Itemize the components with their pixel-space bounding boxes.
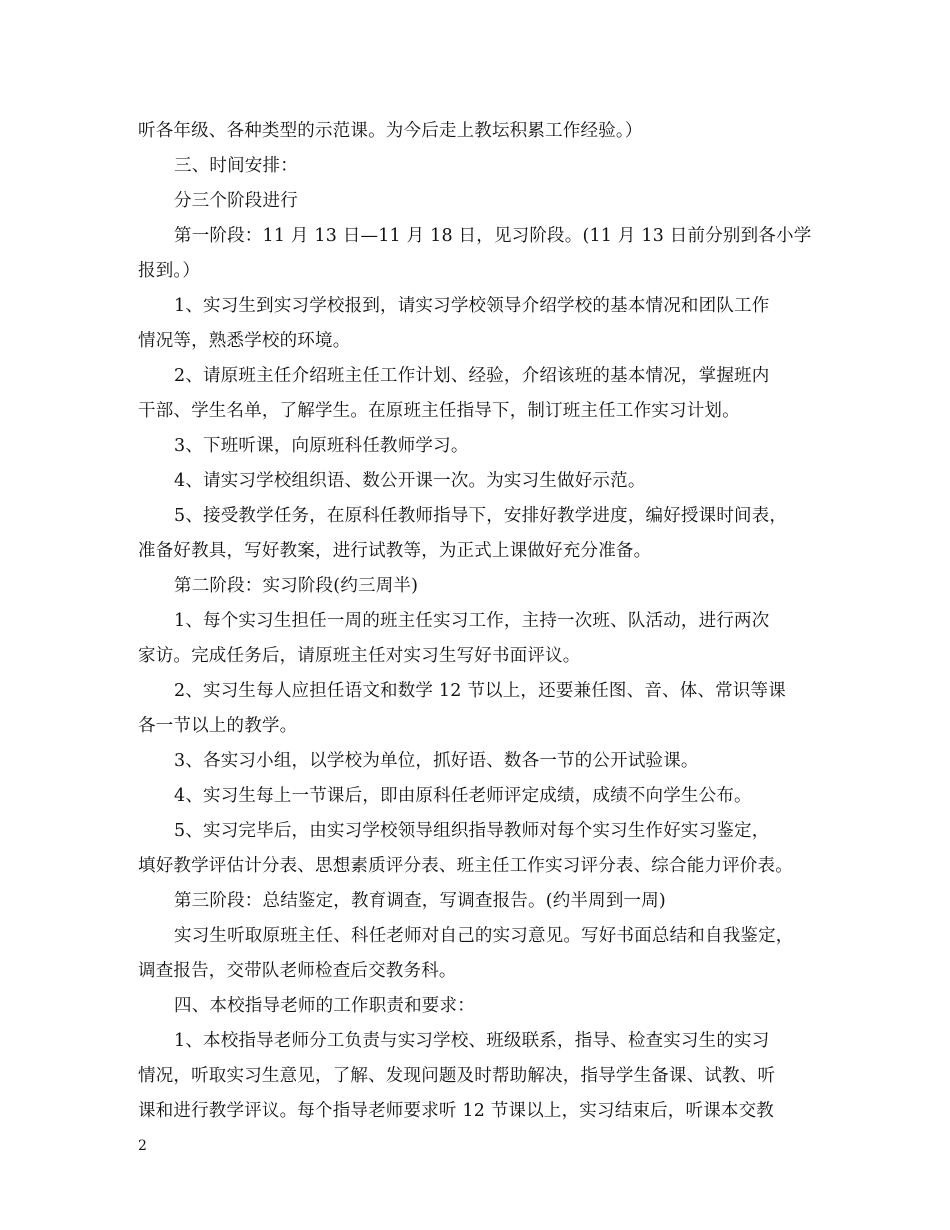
text-line: 填好教学评估计分表、思想素质评分表、班主任工作实习评分表、综合能力评价表。 [138,856,793,876]
text-line: 情况等，熟悉学校的环境。 [138,331,351,351]
text-line: 四、本校指导老师的工作职责和要求： [174,996,475,1016]
text-line: 情况，听取实习生意见，了解、发现问题及时帮助解决，指导学生备课、试教、听 [138,1066,776,1086]
text-line: 2、实习生每人应担任语文和数学 12 节以上，还要兼任图、音、体、常识等课 [174,681,786,701]
text-line: 5、实习完毕后，由实习学校领导组织指导教师对每个实习生作好实习鉴定， [174,821,770,841]
text-line: 三、时间安排： [174,156,298,176]
document-body [138,114,828,1129]
text-line: 第二阶段：实习阶段(约三周半) [174,576,419,596]
text-line: 听各年级、各种类型的示范课。为今后走上教坛积累工作经验。） [138,121,643,141]
text-line: 第一阶段：11 月 13 日—11 月 18 日，见习阶段。(11 月 13 日前分别到各小学 [174,226,812,246]
text-line: 4、实习生每上一节课后，即由原科任老师评定成绩，成绩不向学生公布。 [174,786,752,806]
text-line: 家访。完成任务后，请原班主任对实习生写好书面评议。 [138,646,581,666]
page-number: 2 [138,1138,147,1154]
text-line: 4、请实习学校组织语、数公开课一次。为实习生做好示范。 [174,471,646,491]
text-line: 准备好教具，写好教案，进行试教等，为正式上课做好充分准备。 [138,541,652,561]
text-line: 1、每个实习生担任一周的班主任实习工作，主持一次班、队活动，进行两次 [174,611,770,631]
text-line: 1、本校指导老师分工负责与实习学校、班级联系，指导、检查实习生的实习 [174,1031,770,1051]
text-line: 课和进行教学评议。每个指导老师要求听 12 节课以上，实习结束后，听课本交教 [138,1101,774,1121]
text-line: 调查报告，交带队老师检查后交教务科。 [138,961,457,981]
text-line: 第三阶段：总结鉴定，教育调查，写调查报告。(约半周到一周) [174,891,666,911]
text-line: 各一节以上的教学。 [138,716,298,736]
text-line: 分三个阶段进行 [174,191,298,211]
text-line: 干部、学生名单，了解学生。在原班主任指导下，制订班主任工作实习计划。 [138,401,740,421]
text-line: 3、各实习小组，以学校为单位，抓好语、数各一节的公开试验课。 [174,751,699,771]
text-line: 1、实习生到实习学校报到，请实习学校领导介绍学校的基本情况和团队工作 [174,296,770,316]
text-line: 3、下班听课，向原班科任教师学习。 [174,436,469,456]
text-line: 2、请原班主任介绍班主任工作计划、经验，介绍该班的基本情况，掌握班内 [174,366,770,386]
text-line: 实习生听取原班主任、科任老师对自己的实习意见。写好书面总结和自我鉴定， [174,926,794,946]
text-line: 报到。） [138,261,201,281]
text-line: 5、接受教学任务，在原科任教师指导下，安排好教学进度，编好授课时间表， [174,506,788,526]
